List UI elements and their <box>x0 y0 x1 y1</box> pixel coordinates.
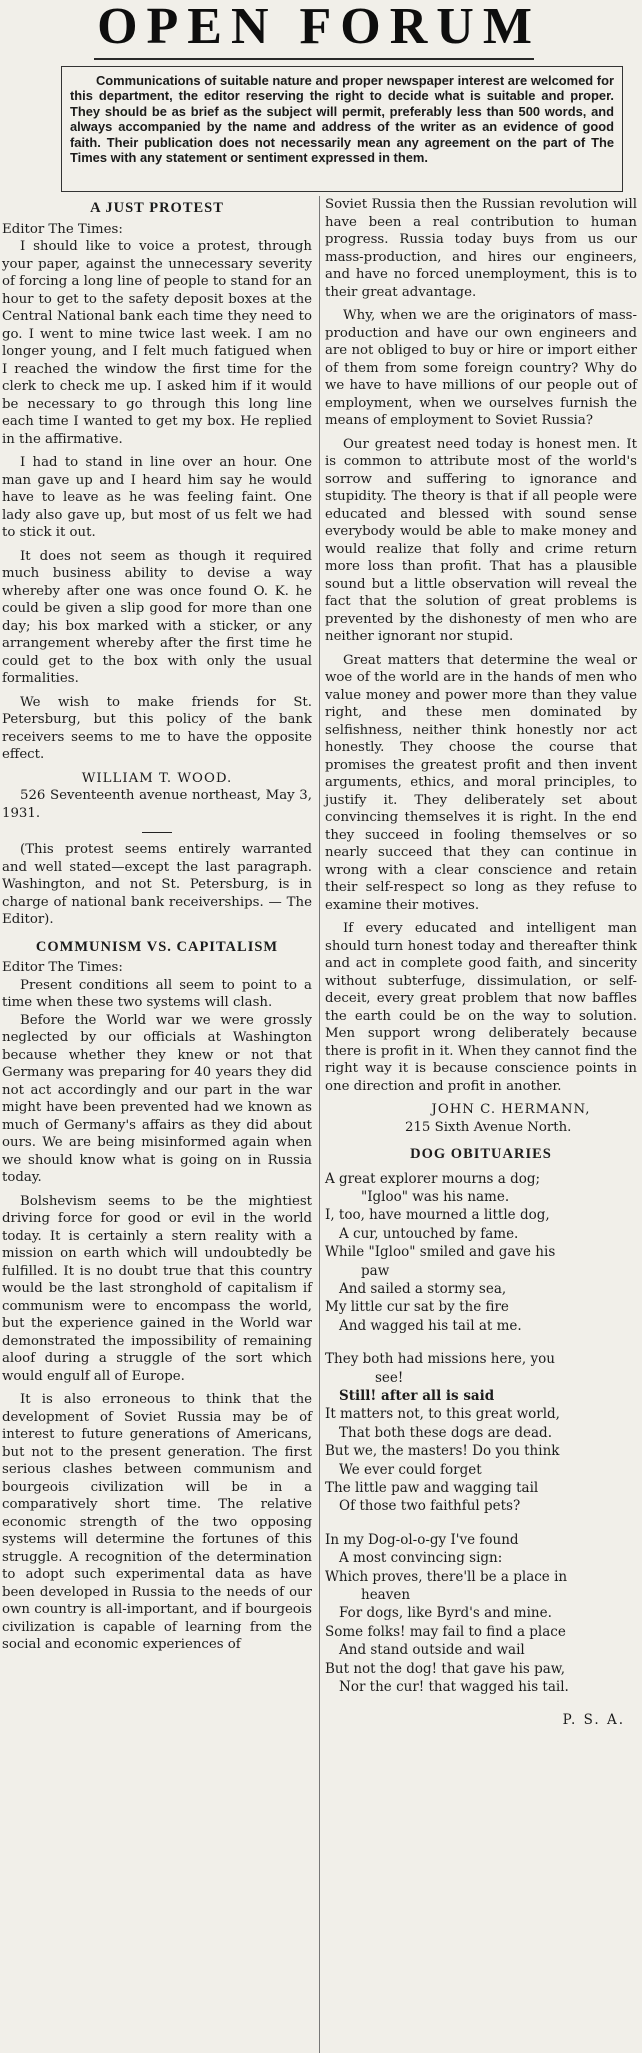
poem-signature: P. S. A. <box>562 1712 625 1729</box>
poem-line: We ever could forget <box>339 1461 482 1478</box>
poem-stanza <box>325 1170 637 1336</box>
poem-line: My little cur sat by the fire <box>325 1299 509 1316</box>
letter-address: 526 Seventeenth avenue northeast, May 3, 1931. <box>2 788 312 821</box>
poem-line: Which proves, there'll be a place in <box>325 1568 568 1585</box>
poem-line: For dogs, like Byrd's and mine. <box>339 1605 552 1622</box>
separator-rule <box>142 832 172 833</box>
letter-paragraph: Great matters that determine the weal or woe of the world are in the hands of men who value money and power more than they value right, and these men dominated by selfishness, neither think honestly nor act honestly. They choose the course that promises the greatest profit and then invent arguments, ethics, and moral principles, to justify it. They deliberately set about convincing themselves it is right. In the end they succeed in fooling themselves or so nearly succeed that they can continue in wrong with a clear conscience and retain their self-respect so long as they refuse to examine their motives. <box>325 652 637 913</box>
masthead-rule <box>94 58 534 60</box>
masthead-title: OPEN FORUM <box>97 0 541 55</box>
poem-stanza <box>325 1531 637 1697</box>
poem-line: It matters not, to this great world, <box>325 1406 560 1423</box>
poem-line: That both these dogs are dead. <box>339 1424 552 1441</box>
poem-line: And wagged his tail at me. <box>339 1317 522 1334</box>
right-column <box>325 196 637 1730</box>
poem-line: Nor the cur! that wagged his tail. <box>339 1679 569 1696</box>
poem-line: The little paw and wagging tail <box>325 1480 539 1496</box>
letter-signature: WILLIAM T. WOOD. <box>81 770 233 786</box>
letter-address: 215 Sixth Avenue North. <box>405 1119 572 1135</box>
letter-headline: COMMUNISM VS. CAPITALISM <box>35 938 279 955</box>
poem-headline: DOG OBITUARIES <box>410 1146 552 1162</box>
poem-line: And stand outside and wail <box>339 1642 525 1659</box>
letter-paragraph: I had to stand in line over an hour. One man gave up and I heard him say he would have to leave as he was feeling faint. One lady also gave up, but most of us felt we had to stick it out. <box>2 455 312 540</box>
letter-continuation: Soviet Russia then the Russian revolution will have been a real contribution to human progress. Russia today buys from us our mass-production, and hires our engineers, and have no forced unemployment, this is to their great advantage. <box>325 197 637 300</box>
letter-paragraph: I should like to voice a protest, through your paper, against the unnecessary severity of forcing a long line of people to stand for an hour to get to the safety deposit boxes at the Central National bank each time they need to go. I went to mine twice last week. I am no longer young, and I felt much fatigued when I reached the window the first time for the clerk to check me up. I asked him if it would be necessary to go through this long line each time I wanted to get my box. He replied in the affirmative. <box>2 239 312 447</box>
letter-paragraph: It is also erroneous to think that the development of Soviet Russia may be of interest to future generations of Americans, but not to the present generation. The first serious clashes between communism and bourgeois civilization will be in a comparatively short time. The relative economic strength of the two opposing systems will determine the fortunes of this struggle. A recognition of the determination to adopt such experimental data as have been developed in Russia to the needs of our own country is all-important, and if bourgeois civilization is capable of learning from the social and economic experiences of <box>2 1392 312 1652</box>
poem-line: A great explorer mourns a dog; <box>325 1170 541 1187</box>
poem-line: heaven <box>361 1587 411 1604</box>
left-column <box>2 196 312 1654</box>
editor-note: (This protest seems entirely warranted and well stated—except the last paragraph. Washington, and not St. Petersburg, is in charge of national bank receiverships. — The Editor). <box>2 842 312 927</box>
letter-just-protest <box>2 200 312 929</box>
letter-headline: A JUST PROTEST <box>90 200 224 216</box>
column-divider <box>319 196 320 2053</box>
poem-line: While "Igloo" smiled and gave his <box>325 1244 556 1261</box>
letter-paragraph: If every educated and intelligent man should turn honest today and thereafter think and act in complete good faith, and sincerity without subterfuge, dissimulation, or self-deceit, every great problem that now baffles the earth could be on the way to solution. Men support wrong deliberately because there is profit in it. When they cannot find the right way it is because conscience points in one direction and profit in another. <box>325 921 637 1094</box>
editorial-notice-box <box>61 66 623 192</box>
letter-paragraph: Bolshevism seems to be the mightiest driving force for good or evil in the world today. It is certainly a stern reality with a mission on earth which will undoubtedly be fulfilled. It is no doubt true that this country would be the last stronghold of capitalism if communism were to encompass the world, but the experience gained in the World war demonstrated the impossibility of remaining aloof during a struggle of the sort which would engulf all of Europe. <box>2 1193 312 1384</box>
letter-paragraph: Our greatest need today is honest men. It is common to attribute most of the world's sorrow and suffering to ignorance and stupidity. The theory is that if all people were educated and blessed with sound sense everybody would be able to make money and would realize that folly and crime return more loss than profit. That has a plausible sound but a little observation will reveal the fact that the solution of great problems is prevented by the dishonesty of men who are neither ignorant nor stupid. <box>325 436 637 644</box>
letter-paragraph: Before the World war we were grossly neglected by our officials at Washington because whether they knew or not that Germany was preparing for 40 years they did not act accordingly and our part in the war might have been prevented had we known as much of Germany's affairs as they did about ours. We are being misinformed again when we should know what is going on in Russia today. <box>2 1012 312 1185</box>
letter-communism-vs-capitalism <box>2 939 312 1654</box>
poem-line: Some folks! may fail to find a place <box>325 1623 566 1640</box>
poem-line: Still! after all is said <box>339 1387 495 1404</box>
poem-body <box>325 1170 637 1730</box>
editorial-notice-text: Communications of suitable nature and proper newspaper interest are welcomed for this department, the editor reserving the right to decide what is suitable and proper. They should be as brief as the subject will permit, preferably less than 500 words, and always accompanied by the name and address of the writer as an evidence of good faith. Their publication does not necessarily mean any agreement on the part of The Times with any statement or sentiment expressed in them. <box>70 73 614 166</box>
poem-line: But we, the masters! Do you think <box>325 1443 560 1460</box>
letter-salutation: Editor The Times: <box>2 221 123 237</box>
poem-line: Of those two faithful pets? <box>339 1498 521 1515</box>
poem-line: A cur, untouched by fame. <box>339 1225 519 1242</box>
poem-line: In my Dog-ol-o-gy I've found <box>325 1531 519 1548</box>
poem-line: see! <box>375 1369 404 1386</box>
poem-line: "Igloo" was his name. <box>361 1188 510 1205</box>
poem-line: paw <box>361 1262 390 1279</box>
poem-line: A most convincing sign: <box>339 1550 503 1567</box>
letter-paragraph: Why, when we are the originators of mass-production and have our own engineers and are not obliged to buy or hire or import either of them from some foreign country? Why do we have to have millions of our people out of employment, when we ourselves furnish the means of employment to Soviet Russia? <box>325 308 637 428</box>
poem-line: And sailed a stormy sea, <box>339 1280 507 1297</box>
poem-line: But not the dog! that gave his paw, <box>325 1660 566 1677</box>
poem-line: They both had missions here, you <box>325 1351 555 1368</box>
letter-paragraph: Present conditions all seem to point to a time when these two systems will clash. <box>2 977 312 1010</box>
letter-salutation: Editor The Times: <box>2 960 123 975</box>
letter-signature: JOHN C. HERMANN, <box>431 1102 591 1117</box>
poem-stanza <box>325 1350 637 1516</box>
poem-line: I, too, have mourned a little dog, <box>325 1207 550 1224</box>
letter-paragraph: We wish to make friends for St. Petersburg, but this policy of the bank receivers seems to me to have the opposite effect. <box>2 694 312 762</box>
poem-dog-obituaries <box>325 1146 637 1730</box>
letter-paragraph: It does not seem as though it required much business ability to devise a way whereby after one was once found O. K. he could be given a slip good for more than one day; his box marked with a sticker, or any arrangement whereby after the first time he could get to the box with only the usual formalities. <box>2 548 312 686</box>
